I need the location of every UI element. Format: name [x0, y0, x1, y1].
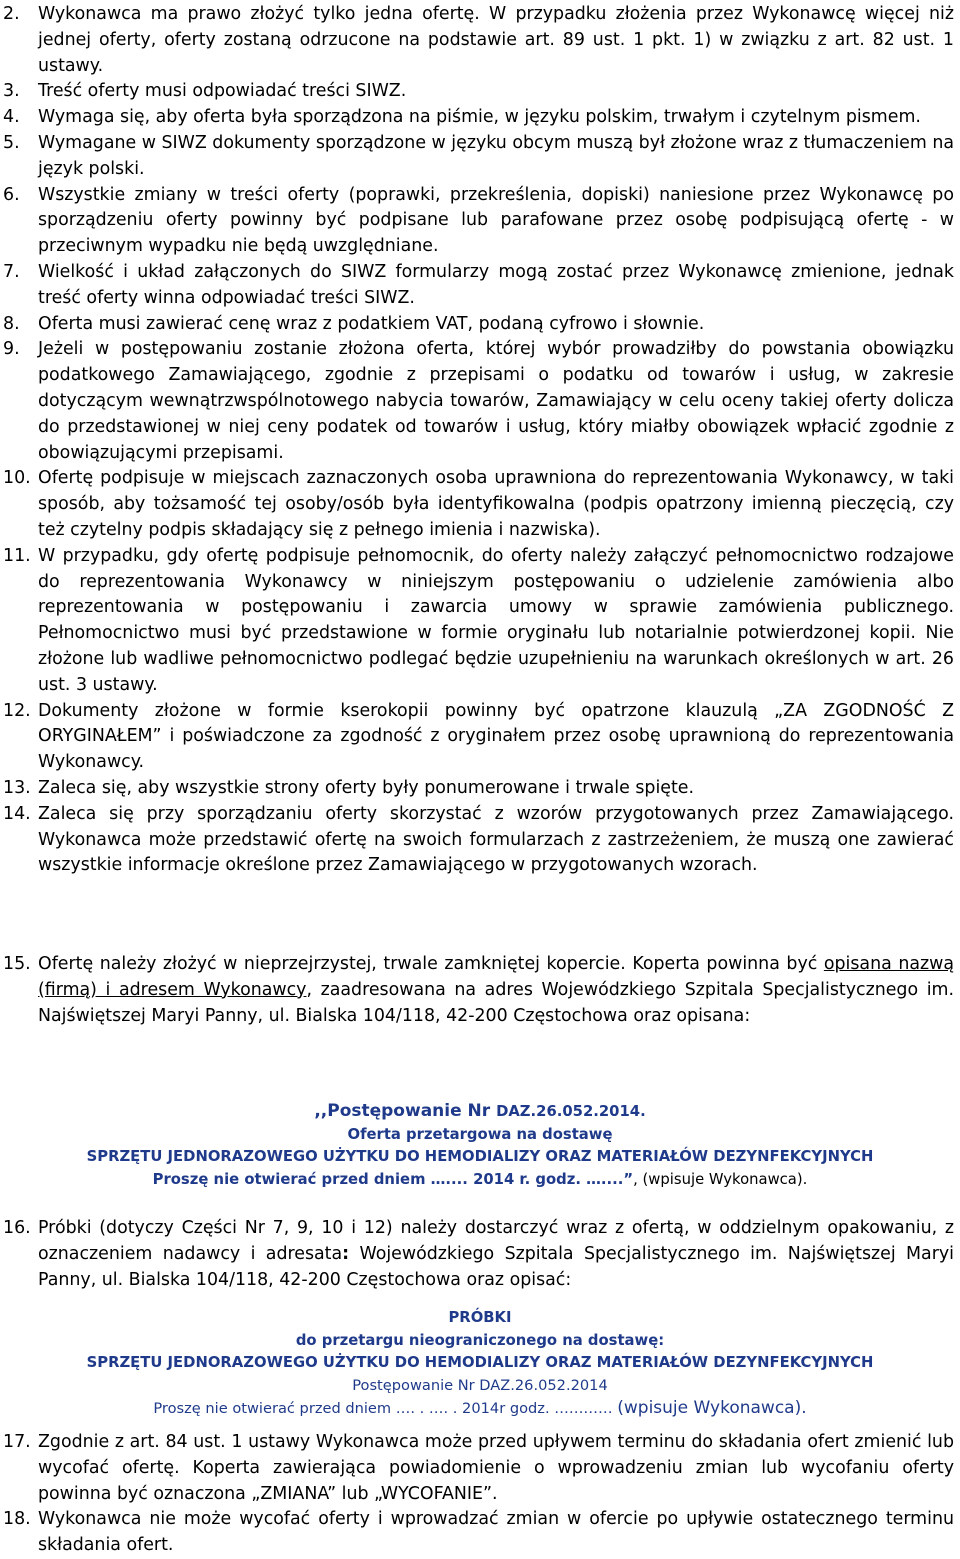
item-text: Oferta musi zawierać cenę wraz z podatkiem VAT, podaną cyfrowo i słownie. — [38, 313, 705, 334]
item-text: Wymagane w SIWZ dokumenty sporządzone w języku obcym muszą był złożone wraz z tłumaczeniem na język polski. — [38, 132, 955, 179]
item-text: Wykonawca ma prawo złożyć tylko jedna ofertę. W przypadku złożenia przez Wykonawcę więcej niż jednej oferty, oferty zostaną odrzucone na podstawie art. 89 ust. 1 pkt. 1) w związku z art. 82 ust. 1 ustawy. — [38, 4, 954, 76]
item-number: 17. — [3, 1432, 31, 1452]
item-text: Zaleca się, aby wszystkie strony oferty były ponumerowane i trwale spięte. — [38, 777, 695, 798]
item-number: 6. — [3, 184, 20, 205]
item-number: 8. — [3, 313, 20, 334]
item-number: 11. — [3, 545, 31, 566]
samples-title: PRÓBKI — [448, 1309, 512, 1326]
samples-tender-line: do przetargu nieograniczonego na dostawę: — [295, 1331, 665, 1349]
list-item — [0, 337, 954, 466]
item-16 — [0, 1216, 954, 1293]
item-text: Wielkość i układ załączonych do SIWZ formularzy mogą zostać przez Wykonawcę zmienione, jednak treść oferty winna odpowiadać treści SIWZ. — [38, 261, 954, 308]
list-item — [0, 105, 954, 131]
item-text: Ofertę podpisuje w miejscach zaznaczonych osoba uprawniona do reprezentowania Wykonawcy, w taki sposób, aby tożsamość tej osoby/osób była identyfikowalna (podpis opatrzony imienną pieczęcią, czy też czytelny podpis składający się z pełnego imienia i nazwiska). — [38, 468, 954, 540]
item-text: Treść oferty musi odpowiadać treści SIWZ. — [38, 81, 407, 102]
item-16-text-start: Próbki (dotyczy Części Nr 7, 9, 10 i 12) należy dostarczyć wraz z ofertą, w oddzielnym opakowaniu, z oznaczeniem nadawcy i adresata — [38, 1218, 954, 1264]
list-item — [0, 79, 954, 105]
samples-fill-note: (wpisuje Wykonawca). — [617, 1398, 807, 1418]
item-number: 9. — [3, 339, 20, 360]
list-item — [0, 183, 954, 260]
item-16-colon: : — [342, 1243, 350, 1264]
list-item — [0, 776, 954, 802]
item-15 — [0, 952, 954, 1029]
item-number: 15. — [3, 954, 31, 974]
item-text: Dokumenty złożone w formie kserokopii powinny być opatrzone klauzulą „ZA ZGODNOŚĆ Z ORYGINAŁEM” i poświadczone za zgodność z oryginałem przez osobę uprawnioną do reprezentowania Wykonawcy. — [38, 700, 954, 773]
list-item — [0, 466, 954, 543]
item-number: 4. — [3, 107, 20, 128]
envelope-label-samples — [0, 1307, 960, 1421]
item-number: 5. — [3, 132, 20, 153]
item-15-text-start: Ofertę należy złożyć w nieprzejrzystej, trwale zamkniętej kopercie. Koperta powinna być — [38, 954, 824, 974]
item-number: 18. — [3, 1509, 31, 1530]
item-text: Jeżeli w postępowaniu zostanie złożona oferta, której wybór prowadziłby do powstania obowiązku podatkowego Zamawiającego, zgodnie z przepisami o podatku od towarów i usług, w zakresie dotyczącym wewnątrzwspólnotowego nabycia towarów, Zamawiający w celu oceny takiej oferty dolicza do przedstawionej w niej ceny podatek od towarów i usług, który miałby obowiązek wpłacić zgodnie z obowiązującymi przepisami. — [38, 339, 954, 463]
samples-do-not-open: Proszę nie otwierać przed dniem …. . …. . 2014r godz. ………… — [153, 1400, 618, 1417]
envelope-procedure-prefix: ,,Postępowanie Nr — [314, 1101, 497, 1121]
item-number: 3. — [3, 81, 20, 102]
samples-subject: SPRZĘTU JEDNORAZOWEGO UŻYTKU DO HEMODIALIZY ORAZ MATERIAŁÓW DEZYNFEKCYJNYCH — [86, 1354, 874, 1371]
envelope-subject: SPRZĘTU JEDNORAZOWEGO UŻYTKU DO HEMODIALIZY ORAZ MATERIAŁÓW DEZYNFEKCYJNYCH — [86, 1148, 874, 1165]
list-item — [0, 544, 954, 699]
list-item — [0, 1430, 954, 1507]
item-15-text-end: , zaadresowana na adres Wojewódzkiego Szpitala Specjalistycznego im. Najświętszej Maryi Panny, ul. Bialska 104/118, 42-200 Częstochowa oraz opisana: — [38, 979, 954, 1026]
item-text: Wymaga się, aby oferta była sporządzona na piśmie, w języku polskim, trwałym i czytelnym pismem. — [38, 107, 921, 128]
list-item — [0, 2, 954, 79]
item-number: 16. — [3, 1218, 31, 1238]
item-text: Wykonawca nie może wycofać oferty i wprowadzać zmian w ofercie po upływie ostatecznego terminu składania ofert. — [38, 1509, 954, 1556]
item-text: Wszystkie zmiany w treści oferty (poprawki, przekreślenia, dopiski) naniesione przez Wykonawcę po sporządzeniu oferty powinny być podpisane lub parafowane przez osobę podpisującą ofertę - w przeciwnym wypadku nie będą uwzględniane. — [38, 184, 954, 257]
list-item — [0, 260, 954, 312]
item-text: Zgodnie z art. 84 ust. 1 ustawy Wykonawca może przed upływem terminu do składania ofert zmienić lub wycofać ofertę. Koperta zawierająca powiadomienie o wprowadzeniu zmian lub wycofaniu oferty powinna być oznaczona „ZMIANA” lub „WYCOFANIE”. — [38, 1432, 954, 1504]
item-number: 14. — [3, 803, 31, 824]
envelope-fill-note: , (wpisuje Wykonawca). — [633, 1170, 808, 1188]
item-text: Zaleca się przy sporządzaniu oferty skorzystać z wzorów przygotowanych przez Zamawiającego. Wykonawca może przedstawić ofertę na swoich formularzach z zastrzeżeniem, że muszą one zawierać wszystkie informacje określone przez Zamawiającego w przygotowanych wzorach. — [38, 803, 954, 876]
envelope-offer-title: Oferta przetargowa na dostawę — [347, 1125, 613, 1143]
list-item — [0, 699, 954, 776]
envelope-label-offer — [0, 1100, 960, 1191]
item-number: 7. — [3, 261, 20, 282]
list-item — [0, 131, 954, 183]
requirements-list-top — [0, 2, 954, 879]
list-item — [0, 802, 954, 879]
item-number: 10. — [3, 468, 31, 489]
item-text: W przypadku, gdy ofertę podpisuje pełnomocnik, do oferty należy załączyć pełnomocnictwo rodzajowe do reprezentowania Wykonawcy w niniejszym postępowaniu o udzielenie zamówienia albo reprezentowania w postępowaniu i zawarcia umowy w sprawie zamówienia publicznego. Pełnomocnictwo musi być przedstawione w formie oryginału lub notarialnie potwierdzonej kopii. Nie złożone lub wadliwe pełnomocnictwo podlegać będzie uzupełnieniu na warunkach określonych w art. 26 ust. 3 ustawy. — [38, 545, 954, 695]
samples-procedure-number: Postępowanie Nr DAZ.26.052.2014 — [352, 1376, 608, 1394]
item-number: 2. — [3, 4, 20, 24]
list-item — [0, 312, 954, 338]
item-15-underlined-text: opisana nazwą (firmą) i adresem Wykonawcy — [38, 954, 955, 1000]
item-16-text-end: Wojewódzkiego Szpitala Specjalistycznego im. Najświętszej Maryi Panny, ul. Bialska 104/118, 42-200 Częstochowa oraz opisać: — [38, 1243, 954, 1290]
item-number: 12. — [3, 700, 31, 721]
item-number: 13. — [3, 777, 31, 798]
envelope-do-not-open: Proszę nie otwierać przed dniem ….... 2014 r. godz. …....” — [152, 1170, 634, 1188]
list-item — [0, 1507, 954, 1559]
requirements-list-bottom — [0, 1430, 954, 1559]
envelope-procedure-number: DAZ.26.052.2014. — [496, 1103, 646, 1120]
